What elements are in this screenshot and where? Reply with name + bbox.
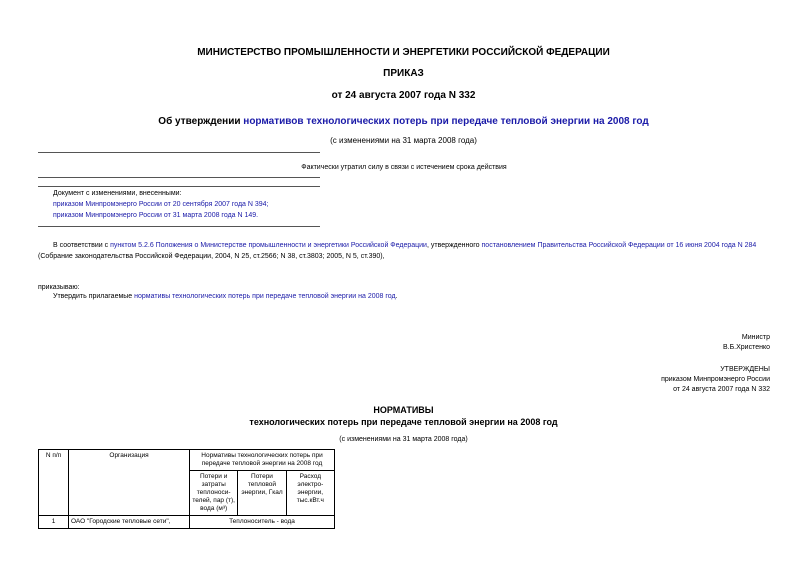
preamble-paragraph: [38, 240, 773, 262]
regulation-link[interactable]: пунктом 5.2.6 Положения о Министерстве промышленности и энергетики Российской Федерации: [110, 242, 427, 249]
col-organization-header: Организация: [69, 450, 190, 516]
doc-type: ПРИКАЗ: [383, 68, 424, 79]
divider: [38, 226, 320, 227]
doc-title: [0, 116, 807, 127]
amendment-link-1[interactable]: приказом Минпромэнерго России от 20 сентября 2007 года N 394;: [53, 201, 269, 208]
table-header-row: [39, 450, 335, 471]
approve-paragraph: [53, 293, 398, 300]
preamble-text: , утвержденного: [426, 242, 482, 249]
annex-changes-note: (с изменениями на 31 марта 2008 года): [339, 436, 468, 443]
col-losses-carrier-header: Потери и затраты теплоноси-телей, пар (т), вода (м³): [190, 471, 238, 516]
changes-note: (с изменениями на 31 марта 2008 года): [330, 136, 477, 145]
row-number: 1: [39, 516, 69, 529]
divider: [38, 177, 320, 178]
amendments-intro: Документ с изменениями, внесенными:: [53, 190, 182, 197]
col-electricity-header: Расход электро-энергии, тыс.кВт.ч: [286, 471, 334, 516]
amendment-link-2[interactable]: приказом Минпромэнерго России от 31 марта 2008 года N 149.: [53, 212, 259, 219]
status-note: Фактически утратил силу в связи с истечением срока действия: [301, 164, 507, 171]
doc-title-prefix: Об утверждении: [158, 116, 244, 127]
approve-text: .: [395, 293, 398, 300]
signer-name: В.Б.Христенко: [722, 344, 770, 351]
decree-link[interactable]: постановлением Правительства Российской Федерации от 16 июня 2004 года N 284: [481, 242, 757, 249]
orders-word: приказываю:: [38, 284, 80, 291]
table-row: [39, 516, 335, 529]
doc-title-link[interactable]: нормативов технологических потерь при передаче тепловой энергии на 2008 год: [243, 116, 649, 127]
signer-position: Министр: [741, 334, 770, 341]
row-carrier-type: Теплоноситель - вода: [190, 516, 335, 529]
ministry-heading: МИНИСТЕРСТВО ПРОМЫШЛЕННОСТИ И ЭНЕРГЕТИКИ РОССИЙСКОЙ ФЕДЕРАЦИИ: [197, 47, 610, 58]
divider: [38, 186, 320, 187]
norms-link[interactable]: нормативы технологических потерь при передаче тепловой энергии на 2008 год: [134, 293, 396, 300]
doc-date-number: от 24 августа 2007 года N 332: [331, 90, 476, 101]
divider: [38, 152, 320, 153]
norms-table: [38, 449, 335, 529]
row-organization: ОАО "Городские тепловые сети",: [69, 516, 190, 529]
col-norms-group-header: Нормативы технологических потерь при передаче тепловой энергии на 2008 год: [190, 450, 335, 471]
col-number-header: N п/п: [39, 450, 69, 516]
approved-date: от 24 августа 2007 года N 332: [673, 386, 770, 393]
preamble-text: В соответствии с: [53, 242, 111, 249]
approved-by: приказом Минпромэнерго России: [661, 376, 770, 383]
approve-text: Утвердить прилагаемые: [53, 293, 135, 300]
annex-title: НОРМАТИВЫ: [373, 405, 434, 415]
annex-subtitle: технологических потерь при передаче тепловой энергии на 2008 год: [249, 417, 558, 427]
approved-label: УТВЕРЖДЕНЫ: [720, 366, 770, 373]
preamble-text: (Собрание законодательства Российской Федерации, 2004, N 25, ст.2566; N 38, ст.3803; 2005, N 5, ст.390),: [38, 253, 385, 260]
col-losses-heat-header: Потери тепловой энергии, Гкал: [238, 471, 286, 516]
